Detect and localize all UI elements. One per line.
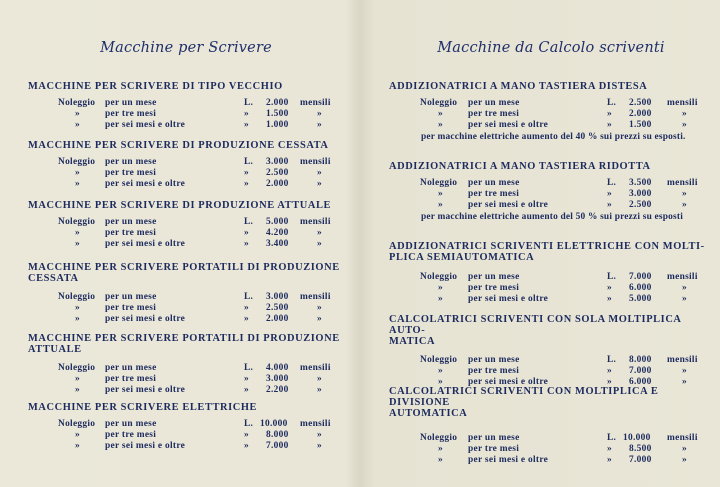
price-row: » per tre mesi » 6.000 » <box>438 283 687 293</box>
section-discontinued-portables <box>28 262 342 325</box>
section-heading-cont: ATTUALE <box>28 344 82 355</box>
section-heading-cont: AUTOMATICA <box>389 408 468 419</box>
price-row: » per sei mesi e oltre » 1.000 » <box>75 120 322 130</box>
section-heading: MACCHINE PER SCRIVERE DI TIPO VECCHIO <box>28 81 283 92</box>
section-electric-adders-multiply <box>389 241 705 305</box>
page-title-calculators: Macchine da Calcolo scriventi <box>437 40 665 56</box>
price-row: » per tre mesi » 8.500 » <box>438 444 687 454</box>
price-row: Noleggio per un mese L. 7.000 mensili <box>420 272 698 282</box>
price-row: » per sei mesi e oltre » 5.000 » <box>438 294 687 304</box>
section-current-typewriters <box>28 200 342 250</box>
price-row: Noleggio per un mese L. 8.000 mensili <box>420 355 698 365</box>
section-heading: CALCOLATRICI SCRIVENTI CON MOLTIPLICA E DIVISIONE <box>389 386 659 408</box>
price-row: » per sei mesi e oltre » 6.000 » <box>438 377 687 387</box>
price-row: » per sei mesi e oltre » 2.000 » <box>75 179 322 189</box>
section-heading: ADDIZIONATRICI A MANO TASTIERA DISTESA <box>389 81 648 92</box>
section-heading: MACCHINE PER SCRIVERE PORTATILI DI PRODUZIONE <box>28 262 340 273</box>
price-row: » per tre mesi » 2.500 » <box>75 303 322 313</box>
electric-surcharge-note: per macchine elettriche aumento del 50 % sui prezzi su esposti <box>421 212 684 222</box>
section-heading: CALCOLATRICI SCRIVENTI CON SOLA MOLTIPLICA AUTO- <box>389 314 681 336</box>
section-heading: MACCHINE PER SCRIVERE DI PRODUZIONE ATTUALE <box>28 200 332 211</box>
section-heading: ADDIZIONATRICI SCRIVENTI ELETTRICHE CON MOLTI- <box>389 241 705 252</box>
section-heading: MACCHINE PER SCRIVERE DI PRODUZIONE CESSATA <box>28 140 329 151</box>
price-row: Noleggio per un mese L. 2.500 mensili <box>420 98 698 108</box>
price-row: » per tre mesi » 2.000 » <box>438 109 687 119</box>
section-adders-full-keyboard <box>389 81 705 143</box>
section-heading: MACCHINE PER SCRIVERE ELETTRICHE <box>28 402 258 413</box>
price-row: Noleggio per un mese L. 10.000 mensili <box>420 433 698 443</box>
section-calculators-multiply-divide <box>389 386 705 466</box>
price-row: » per tre mesi » 7.000 » <box>438 366 687 376</box>
section-calculators-auto-multiply <box>389 314 705 388</box>
section-old-typewriters <box>28 81 342 131</box>
price-row: Noleggio per un mese L. 2.000 mensili <box>58 98 331 108</box>
price-row: » per tre mesi » 1.500 » <box>75 109 322 119</box>
price-row: » per sei mesi e oltre » 2.000 » <box>75 314 322 324</box>
section-heading: ADDIZIONATRICI A MANO TASTIERA RIDOTTA <box>389 161 651 172</box>
price-row: » per sei mesi e oltre » 2.500 » <box>438 200 687 210</box>
price-row: Noleggio per un mese L. 10.000 mensili <box>58 419 331 429</box>
electric-surcharge-note: per macchine elettriche aumento del 40 % sui prezzi su esposti. <box>421 132 686 142</box>
price-row: » per sei mesi e oltre » 1.500 » <box>438 120 687 130</box>
price-row: Noleggio per un mese L. 3.000 mensili <box>58 292 331 302</box>
price-row: » per sei mesi e oltre » 7.000 » <box>75 441 322 451</box>
right-page <box>362 0 720 487</box>
section-heading-cont: CESSATA <box>28 273 79 284</box>
price-row: » per tre mesi » 2.500 » <box>75 168 322 178</box>
price-row: » per tre mesi » 8.000 » <box>75 430 322 440</box>
price-row: Noleggio per un mese L. 3.000 mensili <box>58 157 331 167</box>
price-row: Noleggio per un mese L. 3.500 mensili <box>420 178 698 188</box>
section-discontinued-typewriters <box>28 140 342 190</box>
price-row: » per sei mesi e oltre » 2.200 » <box>75 385 322 395</box>
price-row: Noleggio per un mese L. 4.000 mensili <box>58 363 331 373</box>
section-heading: MACCHINE PER SCRIVERE PORTATILI DI PRODUZIONE <box>28 333 340 344</box>
section-adders-reduced-keyboard <box>389 161 705 223</box>
section-heading-cont: MATICA <box>389 336 436 347</box>
section-current-portables <box>28 333 342 396</box>
section-heading-cont: PLICA SEMIAUTOMATICA <box>389 252 535 263</box>
price-row: Noleggio per un mese L. 5.000 mensili <box>58 217 331 227</box>
section-electric-typewriters <box>28 402 342 452</box>
price-row: » per tre mesi » 3.000 » <box>438 189 687 199</box>
price-row: » per tre mesi » 4.200 » <box>75 228 322 238</box>
price-row: » per sei mesi e oltre » 7.000 » <box>438 455 687 465</box>
price-row: » per sei mesi e oltre » 3.400 » <box>75 239 322 249</box>
price-row: » per tre mesi » 3.000 » <box>75 374 322 384</box>
page-title-typewriters: Macchine per Scrivere <box>100 40 272 56</box>
